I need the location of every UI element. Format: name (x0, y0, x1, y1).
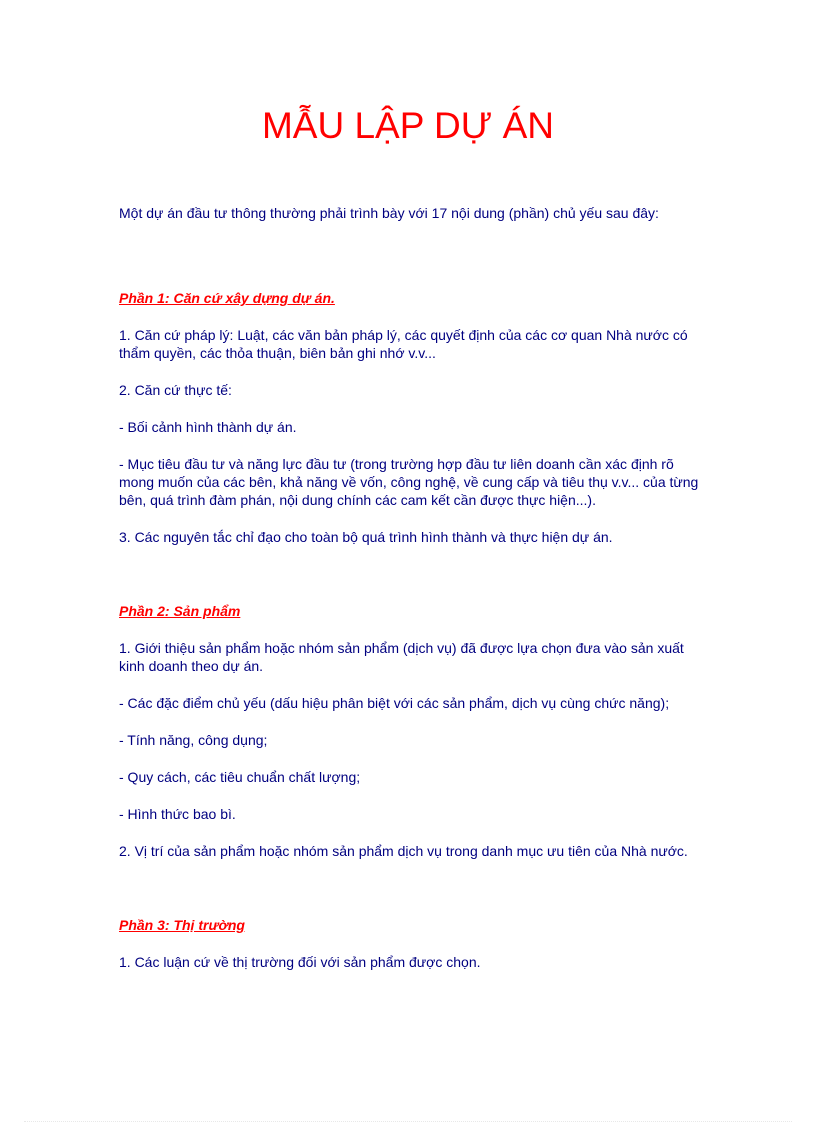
section-heading: Phần 2: Sản phẩm (119, 603, 241, 619)
paragraph: 1. Giới thiệu sản phẩm hoặc nhóm sản phẩm (dịch vụ) đã được lựa chọn đưa vào sản xuất kinh doanh theo dự án. (119, 640, 684, 674)
paragraph: - Quy cách, các tiêu chuẩn chất lượng; (119, 769, 361, 785)
paragraph: 2. Căn cứ thực tế: (119, 382, 232, 398)
paragraph: 1. Các luận cứ về thị trường đối với sản phẩm được chọn. (119, 954, 481, 970)
section-heading: Phần 3: Thị trường (119, 917, 245, 933)
section-heading: Phần 1: Căn cứ xây dựng dự án. (119, 290, 335, 306)
paragraph: 2. Vị trí của sản phẩm hoặc nhóm sản phẩm dịch vụ trong danh mục ưu tiên của Nhà nước. (119, 843, 688, 859)
paragraph: - Bối cảnh hình thành dự án. (119, 419, 297, 435)
page-bottom-divider (24, 1121, 792, 1122)
paragraph: - Các đặc điểm chủ yếu (dấu hiệu phân biệt với các sản phẩm, dịch vụ cùng chức năng); (119, 695, 670, 711)
paragraph: - Hình thức bao bì. (119, 806, 236, 822)
paragraph: 1. Căn cứ pháp lý: Luật, các văn bản pháp lý, các quyết định của các cơ quan Nhà nước có thẩm quyền, các thỏa thuận, biên bản ghi nhớ v.v... (119, 327, 688, 361)
document-body (119, 204, 709, 990)
document-title: MẪU LẬP DỰ ÁN (261, 105, 555, 146)
paragraph: 3. Các nguyên tắc chỉ đạo cho toàn bộ quá trình hình thành và thực hiện dự án. (119, 529, 613, 545)
intro-paragraph: Một dự án đầu tư thông thường phải trình bày với 17 nội dung (phần) chủ yếu sau đây: (119, 205, 659, 221)
paragraph: - Mục tiêu đầu tư và năng lực đầu tư (trong trường hợp đầu tư liên doanh cần xác định rõ mong muốn của các bên, khả năng về vốn, công nghệ, về cung cấp và tiêu thụ v.v... của từng bên, quá trình đàm phán, nội dung chính các cam kết cần được thực hiện...). (119, 456, 699, 508)
paragraph: - Tính năng, công dụng; (119, 732, 268, 748)
